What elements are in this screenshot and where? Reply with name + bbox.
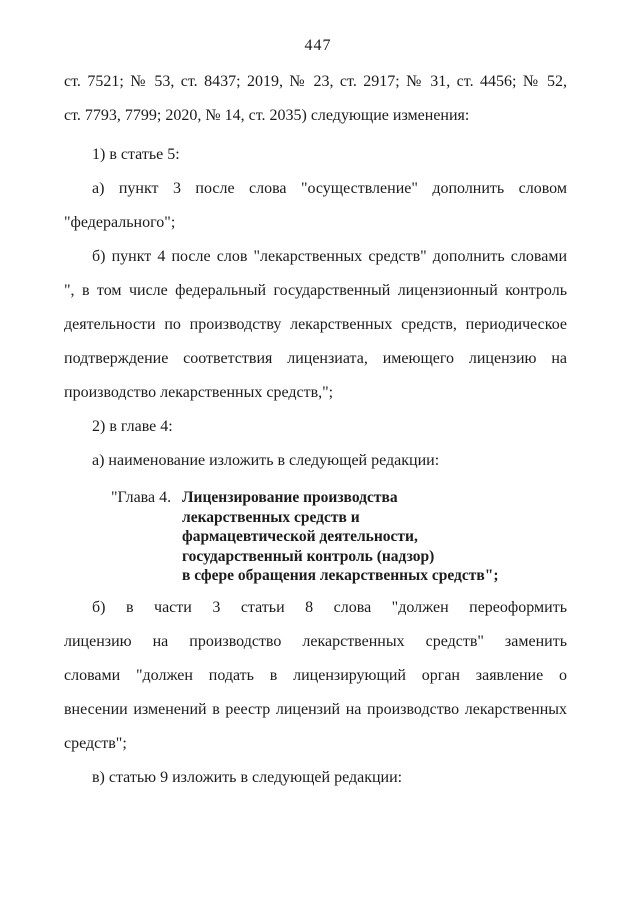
body-line: 1) в статье 5: — [92, 146, 180, 163]
chapter-title-line: лекарственных средств и — [182, 508, 360, 526]
body-line: деятельности по производству лекарственных средств, периодическое — [64, 316, 567, 333]
chapter-title-line: государственный контроль (надзор) — [182, 547, 435, 565]
body-line: "федерального"; — [64, 214, 176, 231]
body-line: ст. 7521; № 53, ст. 8437; 2019, № 23, ст. 2917; № 31, ст. 4456; № 52, — [64, 73, 567, 90]
body-line: ", в том числе федеральный государственный лицензионный контроль — [64, 282, 567, 299]
body-line: б) в части 3 статьи 8 слова "должен переоформить — [92, 599, 567, 616]
chapter-title-line: в сфере обращения лекарственных средств"; — [182, 567, 499, 584]
body-line: подтверждение соответствия лицензиата, имеющего лицензию на — [64, 350, 567, 367]
body-line: лицензию на производство лекарственных средств" заменить — [64, 633, 567, 650]
page-number: 447 — [304, 37, 332, 54]
body-line: словами "должен подать в лицензирующий орган заявление о — [64, 667, 567, 684]
body-line: внесении изменений в реестр лицензий на производство лекарственных — [64, 701, 567, 718]
body-line: средств"; — [64, 735, 127, 752]
chapter-heading-title — [182, 488, 512, 586]
body-line: а) наименование изложить в следующей редакции: — [92, 452, 440, 469]
chapter-heading-label: "Глава 4. — [111, 489, 172, 506]
body-line: б) пункт 4 после слов "лекарственных средств" дополнить словами — [92, 248, 567, 265]
chapter-title-line: Лицензирование производства — [182, 489, 398, 506]
body-line: в) статью 9 изложить в следующей редакции: — [92, 769, 403, 786]
body-line: 2) в главе 4: — [92, 418, 173, 435]
body-line: а) пункт 3 после слова "осуществление" дополнить словом — [92, 180, 567, 197]
body-line: ст. 7793, 7799; 2020, № 14, ст. 2035) следующие изменения: — [64, 107, 470, 124]
body-line: производство лекарственных средств,"; — [64, 384, 334, 401]
chapter-title-line: фармацевтической деятельности, — [182, 528, 418, 545]
